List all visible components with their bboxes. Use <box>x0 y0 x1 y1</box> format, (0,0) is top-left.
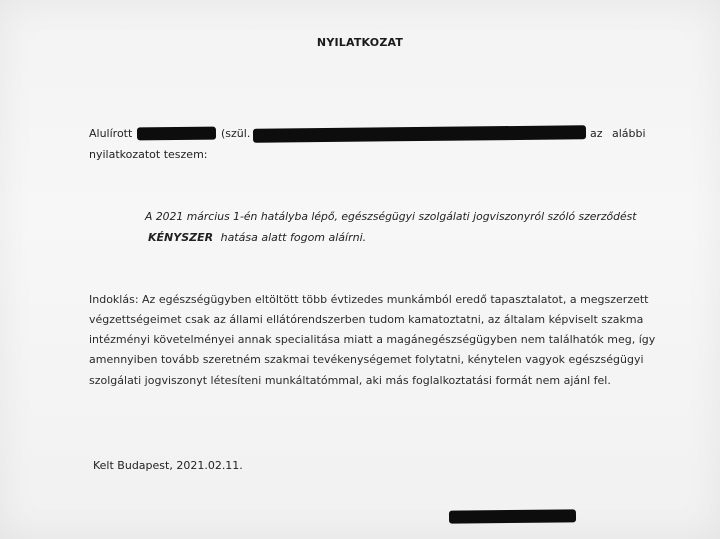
intro-az-alabbi: az alábbi <box>590 127 646 140</box>
redacted-signature <box>449 509 576 523</box>
date-line: Kelt Budapest, 2021.02.11. <box>93 459 243 472</box>
reasoning-line-5: szolgálati jogviszonyt létesíteni munkáltatómmal, aki más foglalkoztatási formát nem ajánl fel. <box>89 374 611 387</box>
reasoning-line-1: Indoklás: Az egészségügyben eltöltött több évtizedes munkámból eredő tapasztalatot, a megszerzett <box>89 293 649 306</box>
statement-emphasis: KÉNYSZER <box>148 231 214 244</box>
statement-rest: hatása alatt fogom aláírni. <box>220 231 367 244</box>
document-title: NYILATKOZAT <box>316 36 404 49</box>
intro-line-2: nyilatkozatot teszem: <box>89 148 208 161</box>
reasoning-line-4: amennyiben tovább szeretném szakmai tevékenységemet folytatni, kénytelen vagyok egészségügyi <box>89 353 644 366</box>
reasoning-line-2: végzettségeimet csak az állami ellátórendszerben tudom kamatoztatni, az általam képviselt szakma <box>89 313 644 326</box>
reasoning-line-3: intézményi követelményei annak specialitása miatt a magánegészségügyben nem találhatók meg, így <box>89 333 656 346</box>
statement-line-1: A 2021 március 1-én hatályba lépő, egészségügyi szolgálati jogviszonyról szóló szerződést <box>145 210 637 223</box>
statement-line-2 <box>148 231 366 244</box>
intro-szul: (szül. <box>221 127 251 140</box>
redacted-name <box>137 127 216 141</box>
redacted-birth-details <box>253 125 586 142</box>
intro-alulirott: Alulírott <box>89 127 133 140</box>
